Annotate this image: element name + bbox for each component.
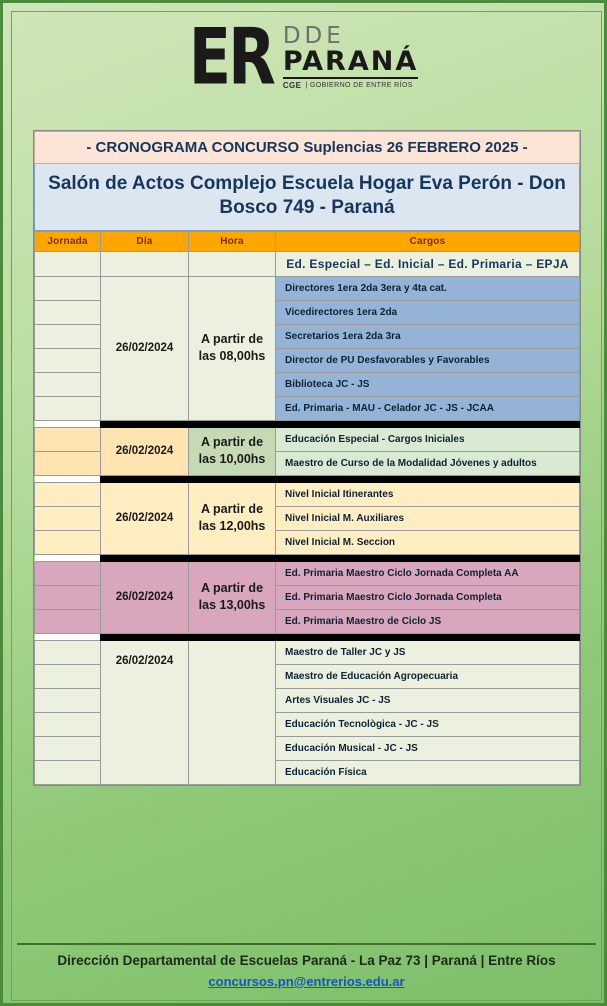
table-row xyxy=(35,561,580,585)
dia-cell: 26/02/2024 xyxy=(101,427,189,475)
cargo-cell: Ed. Primaria - MAU - Celador JC - JS - JCAA xyxy=(276,396,580,420)
table-row xyxy=(35,640,580,664)
schedule-title: - CRONOGRAMA CONCURSO Suplencias 26 FEBRERO 2025 - xyxy=(34,131,580,164)
cargo-cell: Educación Musical - JC - JS xyxy=(276,736,580,760)
hora-cell xyxy=(189,251,276,276)
hora-cell: A partir de las 13,00hs xyxy=(189,561,276,633)
jornada-cell xyxy=(35,688,101,712)
jornada-cell xyxy=(35,300,101,324)
cargo-cell: Maestro de Educación Agropecuaria xyxy=(276,664,580,688)
cargo-cell: Educación Física xyxy=(276,760,580,784)
hora-cell: A partir de las 08,00hs xyxy=(189,276,276,420)
cargo-cell: Ed. Primaria Maestro de Ciclo JS xyxy=(276,609,580,633)
jornada-cell xyxy=(35,276,101,300)
cargo-cell: Vicedirectores 1era 2da xyxy=(276,300,580,324)
separator-bar xyxy=(101,475,580,482)
dia-cell: 26/02/2024 xyxy=(101,482,189,554)
jornada-cell xyxy=(35,712,101,736)
hora-cell: A partir de las 10,00hs xyxy=(189,427,276,475)
column-header-hora: Hora xyxy=(189,231,276,251)
footer-address: Dirección Departamental de Escuelas Paraná - La Paz 73 | Paraná | Entre Ríos xyxy=(57,953,556,968)
footer-divider xyxy=(17,943,596,945)
separator-gap xyxy=(35,554,101,561)
logo-parana-text: PARANÁ xyxy=(282,45,419,77)
jornada-cell xyxy=(35,609,101,633)
cargo-cell: Nivel Inicial M. Auxiliares xyxy=(276,506,580,530)
cargos-heading: Ed. Especial – Ed. Inicial – Ed. Primaria – EPJA xyxy=(276,251,580,276)
table-body xyxy=(35,251,580,784)
jornada-cell xyxy=(35,530,101,554)
hora-cell: A partir de las 12,00hs xyxy=(189,482,276,554)
dia-cell: 26/02/2024 xyxy=(101,640,189,784)
jornada-cell xyxy=(35,348,101,372)
cargo-cell: Educación Tecnològica - JC - JS xyxy=(276,712,580,736)
jornada-cell xyxy=(35,506,101,530)
jornada-cell xyxy=(35,427,101,451)
schedule-subtitle: Salón de Actos Complejo Escuela Hogar Eva Perón - Don Bosco 749 - Paraná xyxy=(34,164,580,231)
logo-header xyxy=(3,3,604,111)
jornada-cell xyxy=(35,372,101,396)
cargo-cell: Ed. Primaria Maestro Ciclo Jornada Completa AA xyxy=(276,561,580,585)
column-header-cargos: Cargos xyxy=(276,231,580,251)
logo-dde-text: DDE xyxy=(282,22,345,49)
logo-cge-rest: | GOBIERNO DE ENTRE RÍOS xyxy=(305,82,413,89)
dia-cell: 26/02/2024 xyxy=(101,276,189,420)
jornada-cell xyxy=(35,396,101,420)
cargo-cell: Nivel Inicial Itinerantes xyxy=(276,482,580,506)
group-separator xyxy=(35,420,580,427)
table-header-row xyxy=(35,231,580,251)
footer-email-link[interactable]: concursos.pn@entrerios.edu.ar xyxy=(208,974,405,989)
group-separator xyxy=(35,633,580,640)
cargo-cell: Ed. Primaria Maestro Ciclo Jornada Completa xyxy=(276,585,580,609)
separator-bar xyxy=(101,554,580,561)
cargo-cell: Secretarios 1era 2da 3ra xyxy=(276,324,580,348)
dia-cell xyxy=(101,251,189,276)
logo xyxy=(188,10,419,103)
column-header-dia: Día xyxy=(101,231,189,251)
logo-text-block xyxy=(282,22,419,90)
jornada-cell xyxy=(35,561,101,585)
schedule-table xyxy=(34,231,580,785)
cargo-cell: Educación Especial - Cargos Iniciales xyxy=(276,427,580,451)
jornada-cell xyxy=(35,251,101,276)
group-separator xyxy=(35,554,580,561)
separator-bar xyxy=(101,633,580,640)
cargo-cell: Maestro de Curso de la Modalidad Jóvenes y adultos xyxy=(276,451,580,475)
cargos-heading-row xyxy=(35,251,580,276)
logo-cge-bold: CGE xyxy=(282,80,302,90)
cargo-cell: Biblioteca JC - JS xyxy=(276,372,580,396)
hora-cell xyxy=(189,640,276,784)
group-separator xyxy=(35,475,580,482)
jornada-cell xyxy=(35,640,101,664)
cargo-cell: Nivel Inicial M. Seccion xyxy=(276,530,580,554)
table-row xyxy=(35,276,580,300)
separator-gap xyxy=(35,475,101,482)
er-logo-mark: ER xyxy=(188,10,273,103)
cargo-cell: Maestro de Taller JC y JS xyxy=(276,640,580,664)
schedule-card xyxy=(33,130,581,786)
jornada-cell xyxy=(35,736,101,760)
cargo-cell: Director de PU Desfavorables y Favorables xyxy=(276,348,580,372)
table-row xyxy=(35,482,580,506)
separator-gap xyxy=(35,420,101,427)
table-row xyxy=(35,427,580,451)
jornada-cell xyxy=(35,324,101,348)
separator-bar xyxy=(101,420,580,427)
dia-cell: 26/02/2024 xyxy=(101,561,189,633)
logo-cge-line xyxy=(283,82,418,90)
jornada-cell xyxy=(35,760,101,784)
jornada-cell xyxy=(35,585,101,609)
table-header xyxy=(35,231,580,251)
cargo-cell: Artes Visuales JC - JS xyxy=(276,688,580,712)
column-header-jornada: Jornada xyxy=(35,231,101,251)
cargo-cell: Directores 1era 2da 3era y 4ta cat. xyxy=(276,276,580,300)
jornada-cell xyxy=(35,451,101,475)
jornada-cell xyxy=(35,664,101,688)
page-footer xyxy=(3,943,607,989)
jornada-cell xyxy=(35,482,101,506)
separator-gap xyxy=(35,633,101,640)
